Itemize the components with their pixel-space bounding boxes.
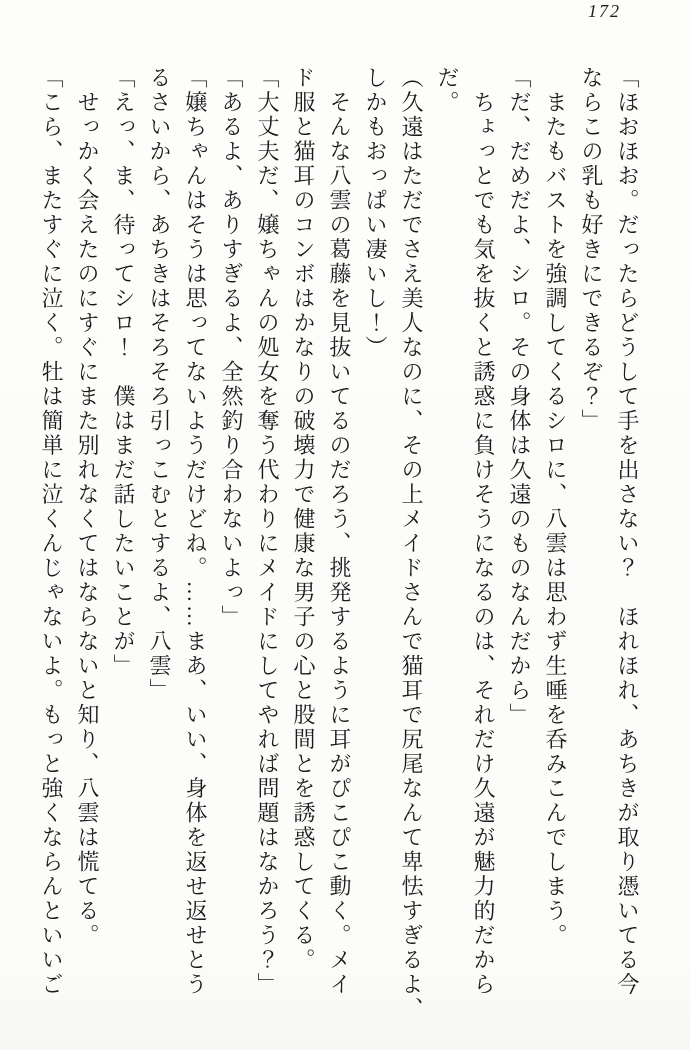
- text-line: 「嬢ちゃんはそうは思ってないようだけどね。……まあ、いい、身体を返せ返せとう: [183, 66, 208, 997]
- text-line: せっかく会えたのにすぐにまた別れなくてはならないと知り、八雲は慌てる。: [75, 66, 100, 948]
- text-line: ド服と猫耳のコンボはかなりの破壊力で健康な男子の心と股間とを誘惑してくる。: [291, 66, 316, 973]
- text-line: 「あるよ、ありすぎるよ、全然釣り合わないよっ」: [219, 66, 244, 630]
- text-line: ちょっとでも気を抜くと誘惑に負けそうになるのは、それだけ久遠が魅力的だから: [471, 66, 496, 997]
- text-line: 「大丈夫だ、嬢ちゃんの処女を奪う代わりにメイドにしてやれば問題はなかろう？」: [255, 66, 280, 997]
- text-line: 「だ、だめだよ、シロ。その身体は久遠のものなんだから」: [507, 66, 532, 728]
- text-line: ならこの乳も好きにできるぞ？」: [579, 66, 604, 434]
- vertical-text-block: [33, 66, 645, 1026]
- page-number: 172: [588, 1, 621, 21]
- text-line: またもバストを強調してくるシロに、八雲は思わず生唾を呑みこんでしまう。: [543, 66, 568, 948]
- text-line: しかもおっぱい凄いし！）: [363, 66, 388, 360]
- text-line: 「えっ、ま、待ってシロ！ 僕はまだ話したいことが」: [111, 66, 136, 679]
- text-line: 「ほおほお。だったらどうして手を出さない？ ほれほれ、あちきが取り憑いてる今: [615, 66, 640, 997]
- text-line: 「こら、またすぐに泣く。牡は簡単に泣くんじゃないよ。もっと強くならんといいご: [39, 66, 64, 997]
- text-line: だ。: [435, 66, 460, 115]
- text-line: るさいから、あちきはそろそろ引っこむとするよ、八雲」: [147, 66, 172, 703]
- text-line: そんな八雲の葛藤を見抜いてるのだろう、挑発するように耳がぴこぴこ動く。メイ: [327, 66, 352, 997]
- text-line: （久遠はただでさえ美人なのに、その上メイドさんで猫耳で尻尾なんて卑怯すぎるよ、: [399, 66, 424, 1022]
